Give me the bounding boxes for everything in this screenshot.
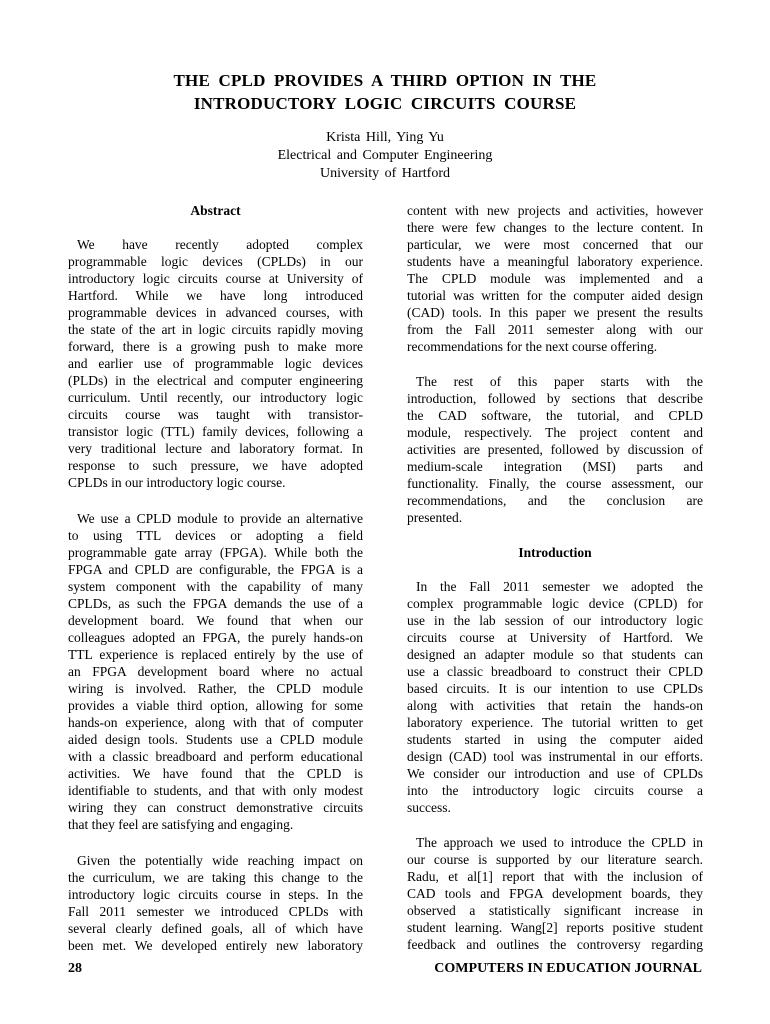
text-line: particular, we were most concerned that our [407,237,703,252]
text-line: TTL experience is replaced entirely by the use of [68,647,363,662]
text-line: use in the lab session of our introductory logic [407,613,703,628]
introduction-paragraph-1 [407,578,703,816]
text-line: forward, there is a growing push to make more [68,339,363,354]
text-line: tutorial was written for the computer aided design [407,288,703,303]
text-line: to using TTL devices or adopting a field [68,528,363,543]
text-line: activities. We have found that the CPLD is [68,766,363,781]
text-line: there were few changes to the lecture content. In [407,220,703,235]
text-line: design (CAD) tool was instrumental in our efforts. [407,749,703,764]
text-line: content with new projects and activities, however [407,203,703,218]
text-line: student learning. Wang[2] reports positive student [407,920,703,935]
text-line: curriculum. Until recently, our introductory logic [68,390,363,405]
text-line: hands-on experience, along with that of computer [68,715,363,730]
text-line: recommendations for the next course offering. [407,339,658,354]
text-line: with a classic breadboard and perform educational [68,749,363,764]
text-line: functionality. Finally, the course assessment, our [407,476,703,491]
text-line: feedback and outlines the controversy regarding [407,937,703,952]
text-line: development board. We found that when our [68,613,363,628]
text-line: that they feel are satisfying and engaging. [68,817,294,832]
author-university: University of Hartford [320,166,450,181]
abstract-paragraph-3 [68,852,363,954]
text-line: based circuits. It is our intention to use CPLDs [407,681,703,696]
text-line: circuits course at University of Hartford. We [407,630,703,645]
text-line: CPLDs in our introductory logic course. [68,475,286,490]
text-line: The approach we used to introduce the CPLD in [416,835,703,850]
abstract-heading: Abstract [190,203,241,218]
text-line: observed a statistically significant increase in [407,903,703,918]
text-line: introductory logic circuits course in steps. In the [68,887,363,902]
text-line: introductory logic circuits course at University of [68,271,363,286]
text-line: complex programmable logic device (CPLD) for [407,596,703,611]
page-number: 28 [68,961,82,976]
text-line: Given the potentially wide reaching impact on [77,853,363,868]
text-line: module, respectively. The project content and [407,425,703,440]
text-line: aided design tools. Students use a CPLD module [68,732,363,747]
text-line: CPLDs, as such the FPGA demands the use of a [68,596,363,611]
journal-name: COMPUTERS IN EDUCATION JOURNAL [434,961,702,976]
text-line: (PLDs) in the electrical and computer engineering [68,373,363,388]
paper-title-line-1: THE CPLD PROVIDES A THIRD OPTION IN THE [173,71,597,90]
text-line: from the Fall 2011 semester along with our [407,322,703,337]
text-line: Radu, et al[1] report that with the inclusion of [407,869,703,884]
introduction-heading: Introduction [518,545,592,560]
text-line: presented. [407,510,463,525]
paper-outline-paragraph [407,373,703,526]
text-line: into the introductory logic circuits course a [407,783,703,798]
text-line: introduction, followed by sections that describe [407,391,703,406]
text-line: along with activities that retain the hands-on [407,698,703,713]
text-line: been met. We developed entirely new laboratory [68,938,363,953]
text-line: system component with the capability of many [68,579,363,594]
text-line: In the Fall 2011 semester we adopted the [416,579,703,594]
text-line: response to such pressure, we have adopted [68,458,363,473]
text-line: Hartford. While we have long introduced [68,288,363,303]
text-line: Fall 2011 semester we introduced CPLDs with [68,904,363,919]
text-line: wiring they can construct demonstrative circuits [68,800,363,815]
text-line: CAD tools and FPGA development boards, they [407,886,703,901]
text-line: students have a meaningful laboratory experience. [407,254,703,269]
text-line: We have recently adopted complex [77,237,363,252]
text-line: use a classic breadboard to construct their CPLD [407,664,703,679]
author-names: Krista Hill, Ying Yu [326,130,444,145]
text-line: our course is supported by our literature search. [407,852,703,867]
text-line: provides a viable third option, allowing for some [68,698,363,713]
author-department: Electrical and Computer Engineering [277,148,493,163]
paper-title-line-2: INTRODUCTORY LOGIC CIRCUITS COURSE [193,94,577,113]
text-line: The rest of this paper starts with the [416,374,703,389]
text-line: transistor logic (TTL) family devices, following a [68,424,363,439]
text-line: circuits course was taught with transistor- [68,407,363,422]
text-line: programmable devices in advanced courses, with [68,305,363,320]
text-line: We consider our introduction and use of CPLDs [407,766,703,781]
text-line: activities are presented, followed by discussion of [407,442,703,457]
text-line: programmable gate array (FPGA). While both the [68,545,363,560]
introduction-paragraph-2 [407,834,703,953]
text-line: students started in using the computer aided [407,732,703,747]
text-line: an FPGA development board where no actual [68,664,363,679]
text-line: several clearly defined goals, all of which have [68,921,363,936]
text-line: colleagues adopted an FPGA, the purely hands-on [68,630,363,645]
text-line: recommendations, and the conclusion are [407,493,703,508]
text-line: programmable logic devices (CPLDs) in our [68,254,363,269]
text-line: and earlier use of programmable logic devices [68,356,363,371]
text-line: FPGA and CPLD are configurable, the FPGA is a [68,562,363,577]
text-line: very traditional lecture and laboratory format. In [68,441,363,456]
text-line: The CPLD module was implemented and a [407,271,703,286]
text-line: success. [407,800,451,815]
text-line: the CAD software, the tutorial, and CPLD [407,408,703,423]
abstract-paragraph-1 [68,236,363,491]
text-line: medium-scale integration (MSI) parts and [407,459,703,474]
text-line: wiring is involved. Rather, the CPLD module [68,681,363,696]
text-line: the state of the art in logic circuits rapidly moving [68,322,363,337]
text-line: We use a CPLD module to provide an alternative [77,511,363,526]
text-line: designed an adapter module so that students can [407,647,703,662]
text-line: (CAD) tools. In this paper we present the results [407,305,703,320]
text-line: laboratory experience. The tutorial written to get [407,715,703,730]
abstract-paragraph-2 [68,510,363,833]
text-line: identifiable to students, and that with only modest [68,783,363,798]
text-line: the curriculum, we are taking this change to the [68,870,363,885]
abstract-paragraph-3-continued [407,202,703,355]
